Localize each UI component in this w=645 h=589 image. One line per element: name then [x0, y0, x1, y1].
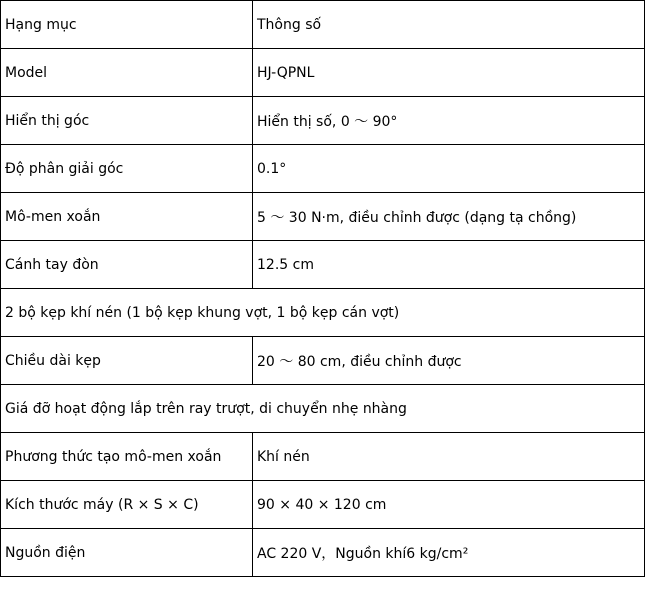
value-cell: HJ-QPNL	[253, 49, 645, 97]
value-cell: 5 ～ 30 N·m, điều chỉnh được (dạng tạ chồng)	[253, 193, 645, 241]
table-row	[1, 529, 645, 577]
table-row	[1, 1, 645, 49]
value-cell: AC 220 V，Nguồn khí6 kg/cm²	[253, 529, 645, 577]
label-cell: Phương thức tạo mô-men xoắn	[1, 433, 253, 481]
value-cell: 0.1°	[253, 145, 645, 193]
label-cell: Độ phân giải góc	[1, 145, 253, 193]
label-cell: Mô-men xoắn	[1, 193, 253, 241]
spec-table-body	[1, 1, 645, 577]
table-row	[1, 433, 645, 481]
table-row	[1, 337, 645, 385]
table-row	[1, 241, 645, 289]
label-cell: Model	[1, 49, 253, 97]
label-cell: Kích thước máy (R × S × C)	[1, 481, 253, 529]
table-row	[1, 49, 645, 97]
header-label-cell: Hạng mục	[1, 1, 253, 49]
label-cell: Cánh tay đòn	[1, 241, 253, 289]
header-value-cell: Thông số	[253, 1, 645, 49]
value-cell: 20 ～ 80 cm, điều chỉnh được	[253, 337, 645, 385]
table-row	[1, 145, 645, 193]
merged-cell: Giá đỡ hoạt động lắp trên ray trượt, di chuyển nhẹ nhàng	[1, 385, 645, 433]
value-cell: 90 × 40 × 120 cm	[253, 481, 645, 529]
table-row-merged	[1, 289, 645, 337]
value-cell: 12.5 cm	[253, 241, 645, 289]
label-cell: Hiển thị góc	[1, 97, 253, 145]
table-row	[1, 481, 645, 529]
label-cell: Chiều dài kẹp	[1, 337, 253, 385]
value-cell: Khí nén	[253, 433, 645, 481]
merged-cell: 2 bộ kẹp khí nén (1 bộ kẹp khung vợt, 1 bộ kẹp cán vợt)	[1, 289, 645, 337]
table-row-merged	[1, 385, 645, 433]
table-row	[1, 97, 645, 145]
table-row	[1, 193, 645, 241]
value-cell: Hiển thị số, 0 ～ 90°	[253, 97, 645, 145]
label-cell: Nguồn điện	[1, 529, 253, 577]
